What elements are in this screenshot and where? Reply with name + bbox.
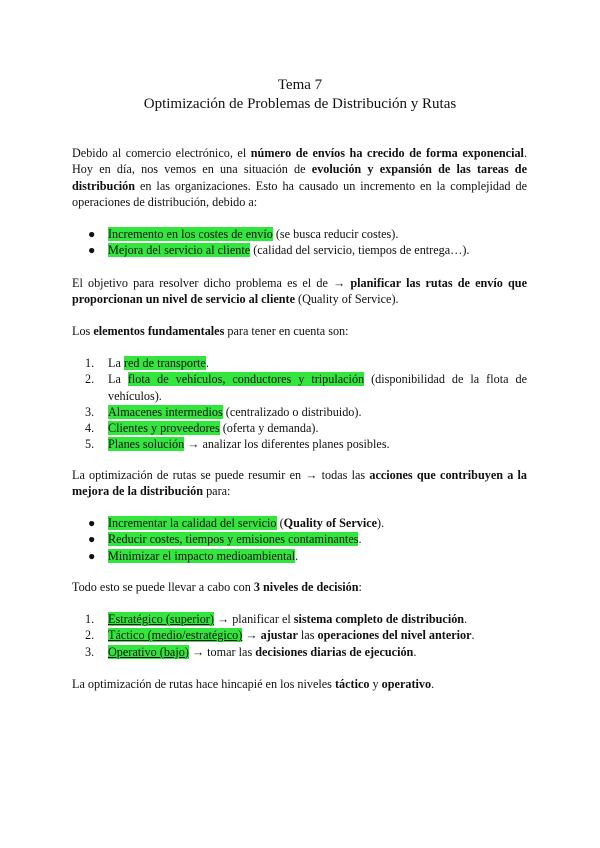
elements-list (72, 355, 527, 453)
bullet-icon: ● (88, 532, 96, 547)
levels-intro: Todo esto se puede llevar a cabo con 3 niveles de decisión: (72, 580, 362, 594)
list-item: 5. Planes solución → analizar los diferentes planes posibles. (85, 437, 390, 452)
list-item: 1. Estratégico (superior) → planificar el sistema completo de distribución. (85, 612, 468, 626)
goals-list (72, 515, 527, 564)
intro-paragraph: Debido al comercio electrónico, el número de envíos ha crecido de forma exponencial. Hoy en día, nos vemos en una situación de evolución y expansión de las tareas de distribución en las organizaciones. Esto ha causado un incremento en la complejidad de operaciones de distribución, debido a: (72, 146, 527, 209)
list-item: 3. Operativo (bajo) → tomar las decisiones diarias de ejecución. (85, 644, 417, 659)
levels-list (72, 611, 527, 660)
list-item: ● Minimizar el impacto medioambiental. (88, 548, 299, 563)
list-item: 3. Almacenes intermedios (centralizado o distribuido). (85, 404, 362, 419)
list-item: ● Incremento en los costes de envío (se busca reducir costes). (88, 227, 399, 241)
causes-list (72, 226, 527, 259)
closing-paragraph: La optimización de rutas hace hincapié en los niveles táctico y operativo. (72, 677, 435, 691)
bullet-icon: ● (88, 243, 96, 258)
page-title: Optimización de Problemas de Distribución y Rutas (143, 96, 457, 112)
bullet-icon: ● (88, 227, 96, 241)
list-item: 2. La flota de vehículos, conductores y tripulación (disponibilidad de la flota de vehículos). (85, 372, 527, 403)
bullet-icon: ● (88, 548, 96, 563)
bullet-icon: ● (88, 516, 96, 530)
objective-paragraph: El objetivo para resolver dicho problema es el de → planificar las rutas de envío que proporcionan un nivel de servicio al cliente (Quality of Service). (72, 276, 527, 307)
list-item: 1. La red de transporte. (85, 356, 209, 370)
elements-intro: Los elementos fundamentales para tener en cuenta son: (72, 324, 349, 338)
list-item: ● Incrementar la calidad del servicio (Quality of Service). (88, 516, 385, 530)
optimization-paragraph: La optimización de rutas se puede resumir en → todas las acciones que contribuyen a la mejora de la distribución para: (72, 468, 527, 499)
list-item: ● Reducir costes, tiempos y emisiones contaminantes. (88, 532, 362, 547)
list-item: ● Mejora del servicio al cliente (calidad del servicio, tiempos de entrega…). (88, 243, 470, 258)
list-item: 4. Clientes y proveedores (oferta y demanda). (85, 421, 319, 436)
topic-number: Tema 7 (277, 77, 323, 93)
list-item: 2. Táctico (medio/estratégico) → ajustar las operaciones del nivel anterior. (85, 628, 475, 643)
